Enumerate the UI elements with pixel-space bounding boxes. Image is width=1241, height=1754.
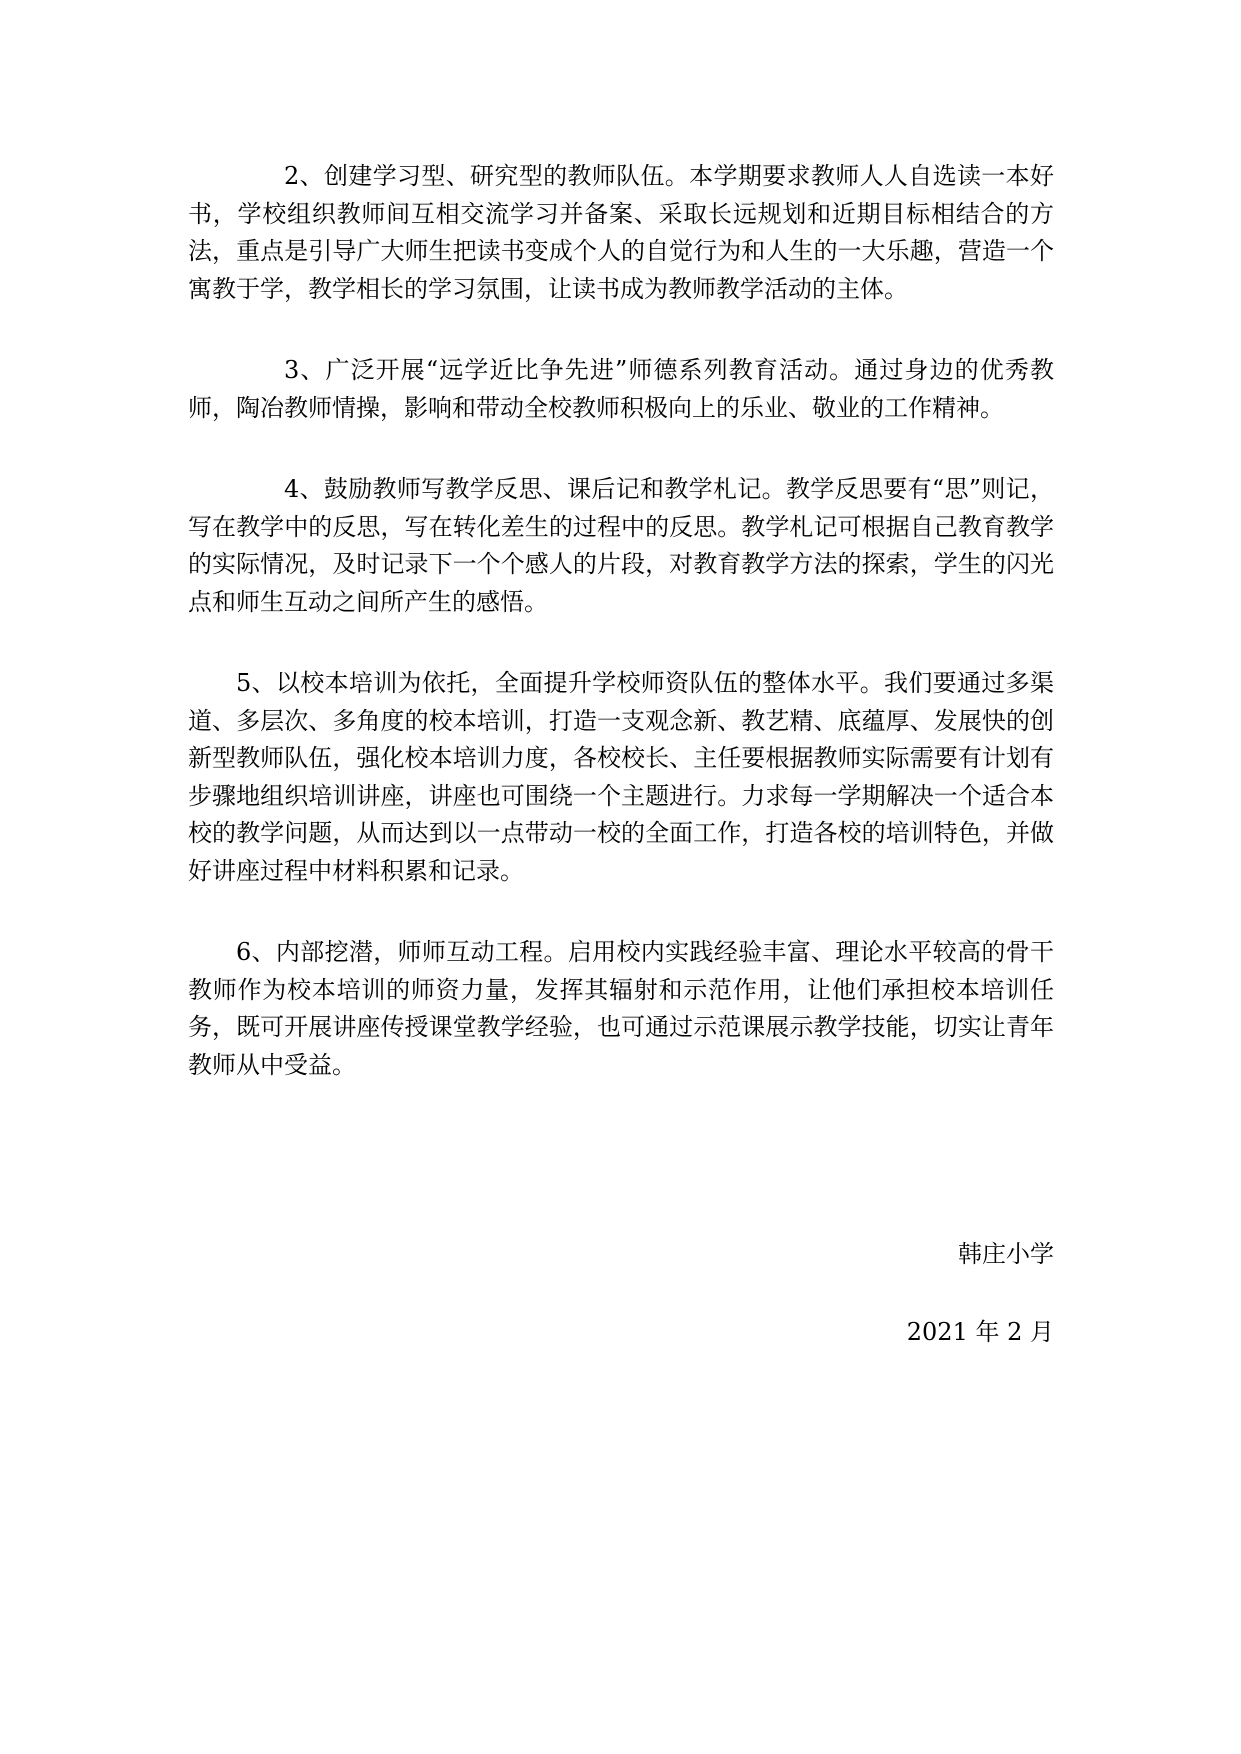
signature-organization: 韩庄小学	[958, 1240, 1054, 1268]
document-body	[188, 158, 1054, 1128]
paragraph-2: 2、创建学习型、研究型的教师队伍。本学期要求教师人人自选读一本好书，学校组织教师间互相交流学习并备案、采取长远规划和近期目标相结合的方法，重点是引导广大师生把读书变成个人的自觉行为和人生的一大乐趣，营造一个寓教于学，教学相长的学习氛围，让读书成为教师教学活动的主体。	[188, 162, 1054, 303]
signature-date: 2021 年 2 月	[906, 1318, 1054, 1346]
paragraph-5: 5、以校本培训为依托，全面提升学校师资队伍的整体水平。我们要通过多渠道、多层次、多角度的校本培训，打造一支观念新、教艺精、底蕴厚、发展快的创新型教师队伍，强化校本培训力度，各校校长、主任要根据教师实际需要有计划有步骤地组织培训讲座，讲座也可围绕一个主题进行。力求每一学期解决一个适合本校的教学问题，从而达到以一点带动一校的全面工作，打造各校的培训特色，并做好讲座过程中材料积累和记录。	[188, 669, 1054, 885]
paragraph-6: 6、内部挖潜，师师互动工程。启用校内实践经验丰富、理论水平较高的骨干教师作为校本培训的师资力量，发挥其辐射和示范作用，让他们承担校本培训任务，既可开展讲座传授课堂教学经验，也可通过示范课展示教学技能，切实让青年教师从中受益。	[188, 938, 1054, 1079]
paragraph-3: 3、广泛开展“远学近比争先进”师德系列教育活动。通过身边的优秀教师，陶冶教师情操，影响和带动全校教师积极向上的乐业、敬业的工作精神。	[188, 356, 1054, 422]
paragraph-4: 4、鼓励教师写教学反思、课后记和教学札记。教学反思要有“思”则记，写在教学中的反思，写在转化差生的过程中的反思。教学札记可根据自己教育教学的实际情况，及时记录下一个个感人的片段，对教育教学方法的探索，学生的闪光点和师生互动之间所产生的感悟。	[188, 475, 1054, 616]
